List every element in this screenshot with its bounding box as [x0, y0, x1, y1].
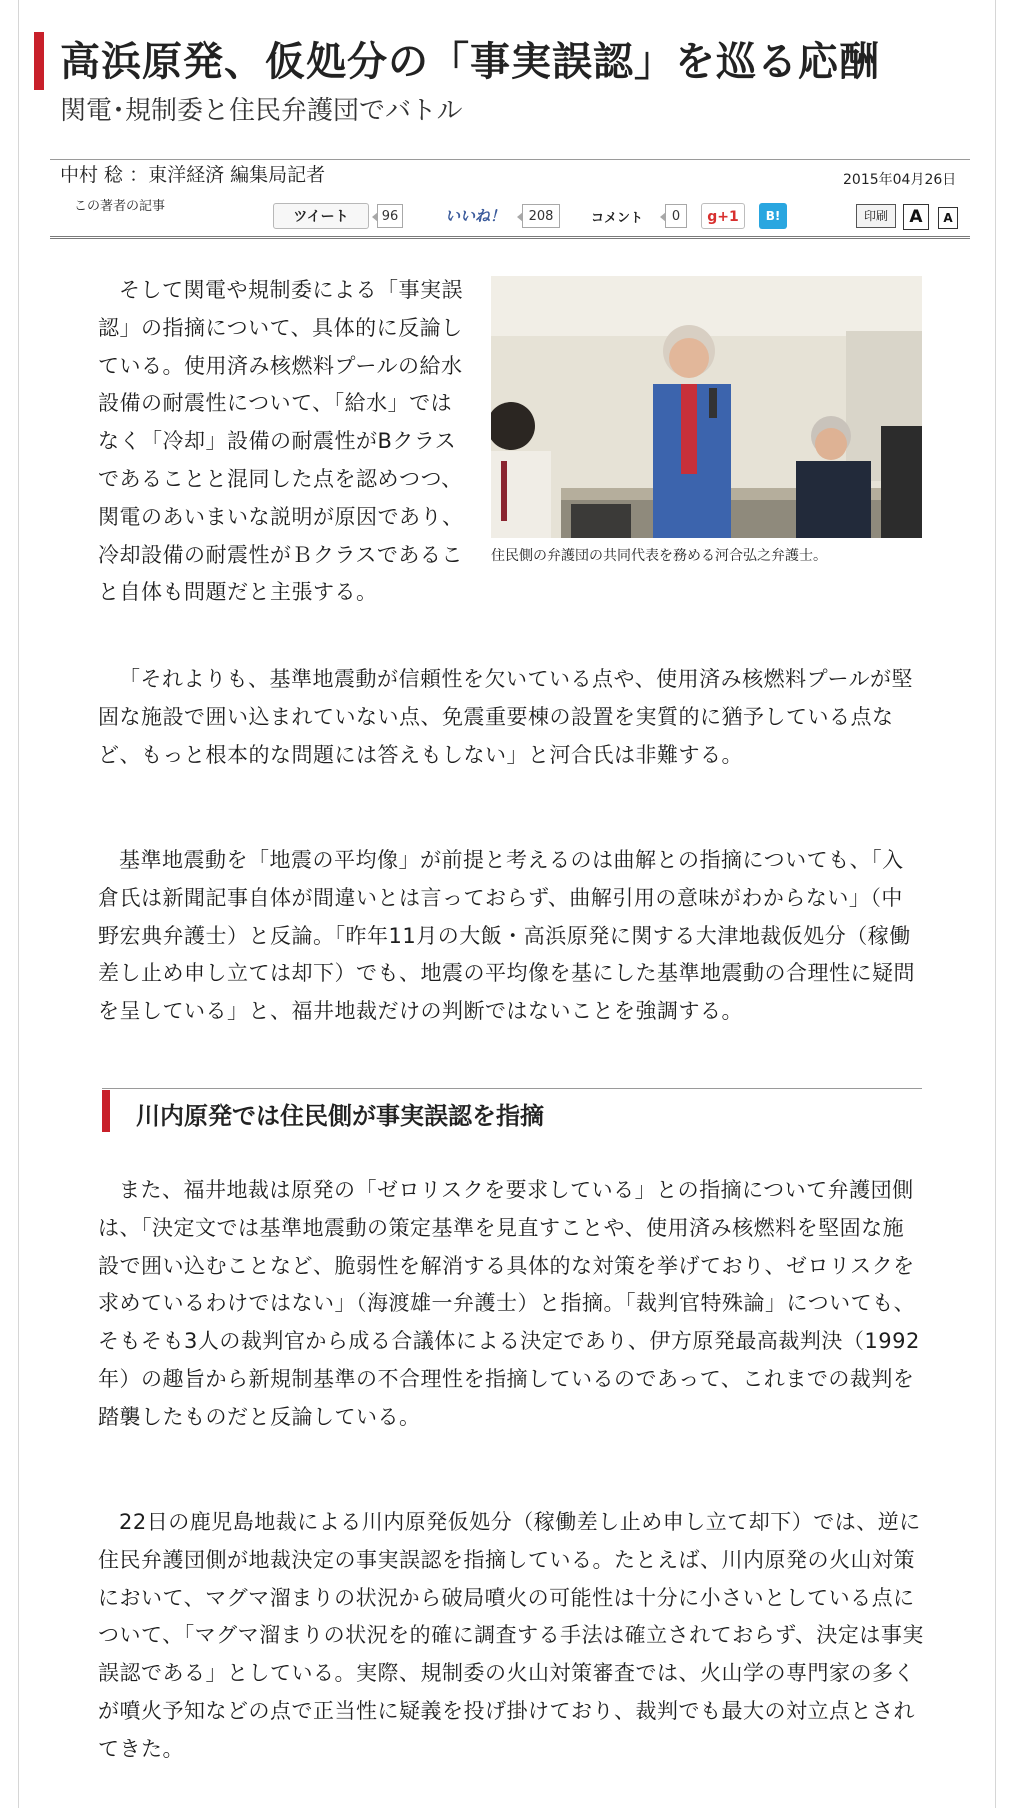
print-button[interactable]: 印刷: [856, 204, 896, 228]
author-byline[interactable]: 中村 稔 ：東洋経済 編集局記者: [60, 164, 326, 186]
paragraph-3: 基準地震動を「地震の平均像」が前提と考えるのは曲解との指摘についても、「入倉氏は新聞記事自体が間違いとは言っておらず、曲解引用の意味がわからない」（中野宏典弁護士）と反論。「昨年11月の大飯・高浜原発に関する大津地裁仮処分（稼働差し止め申し立ては却下）でも、地震の平均像を基にした基準地震動の合理性に疑問を呈している」と、福井地裁だけの判断ではないことを強調する。: [98, 848, 915, 1024]
section-divider: [102, 1088, 922, 1089]
article-title: 高浜原発、仮処分の「事実誤認」を巡る応酬: [60, 39, 880, 85]
lawyer-photo-illustration: [491, 276, 922, 538]
hatena-bookmark-button[interactable]: B!: [759, 203, 787, 229]
author-articles-link[interactable]: この著者の記事: [74, 199, 166, 214]
font-size-large-button[interactable]: A: [903, 204, 929, 230]
title-accent-bar: [34, 32, 44, 90]
tweet-button[interactable]: ツイート: [273, 203, 369, 229]
section-heading: 川内原発では住民側が事実誤認を指摘: [136, 1102, 544, 1130]
paragraph-4: また、福井地裁は原発の「ゼロリスクを要求している」との指摘について弁護団側は、「決定文では基準地震動の策定基準を見直すことや、使用済み核燃料を堅固な施設で囲い込むことなど、脆弱性を解消する具体的な対策を挙げており、ゼロリスクを求めているわけではない」（海渡雄一弁護士）と指摘。「裁判官特殊論」についても、そもそも3人の裁判官から成る合議体による決定であり、伊方原発最高裁判決（1992年）の趣旨から新規制基準の不合理性を指摘しているのであって、これまでの裁判を踏襲したものだと反論している。: [98, 1178, 920, 1429]
byline-divider: [50, 159, 970, 160]
comment-link[interactable]: コメント: [591, 211, 644, 226]
article-photo: [491, 276, 922, 538]
like-button[interactable]: いいね！: [445, 207, 506, 225]
paragraph-1: そして関電や規制委による「事実誤認」の指摘について、具体的に反論している。使用済み核燃料プールの給水設備の耐震性について、「給水」ではなく「冷却」設備の耐震性がBクラスであることと混同した点を認めつつ、関電のあいまいな説明が原因であり、冷却設備の耐震性がＢクラスであること自体も問題だと主張する。: [98, 278, 464, 605]
paragraph-5: 22日の鹿児島地裁による川内原発仮処分（稼働差し止め申し立て却下）では、逆に住民弁護団側が地裁決定の事実誤認を指摘している。たとえば、川内原発の火山対策において、マグマ溜まりの状況から破局噴火の可能性は十分に小さいとしている点について、「マグマ溜まりの状況を的確に調査する手法は確立されておらず、決定は事実誤認である」としている。実際、規制委の火山対策審査では、火山学の専門家の多くが噴火予知などの点で正当性に疑義を投げ掛けており、裁判でも最大の対立点とされてきた。: [98, 1510, 924, 1761]
share-toolbar: [50, 195, 970, 239]
google-plus-button[interactable]: g+1: [701, 203, 745, 229]
section-accent-bar: [102, 1090, 110, 1132]
publish-date: 2015年04月26日: [843, 172, 957, 188]
comment-count: 0: [665, 204, 687, 228]
photo-caption: 住民側の弁護団の共同代表を務める河合弘之弁護士。: [491, 548, 827, 564]
font-size-small-button[interactable]: A: [938, 207, 958, 229]
article-subtitle: 関電･規制委と住民弁護団でバトル: [60, 96, 463, 126]
like-count: 208: [522, 204, 560, 228]
tweet-count: 96: [377, 204, 403, 228]
paragraph-2: 「それよりも、基準地震動が信頼性を欠いている点や、使用済み核燃料プールが堅固な施設で囲い込まれていない点、免震重要棟の設置を実質的に猶予している点など、もっと根本的な問題には答えもしない」と河合氏は非難する。: [98, 667, 914, 767]
